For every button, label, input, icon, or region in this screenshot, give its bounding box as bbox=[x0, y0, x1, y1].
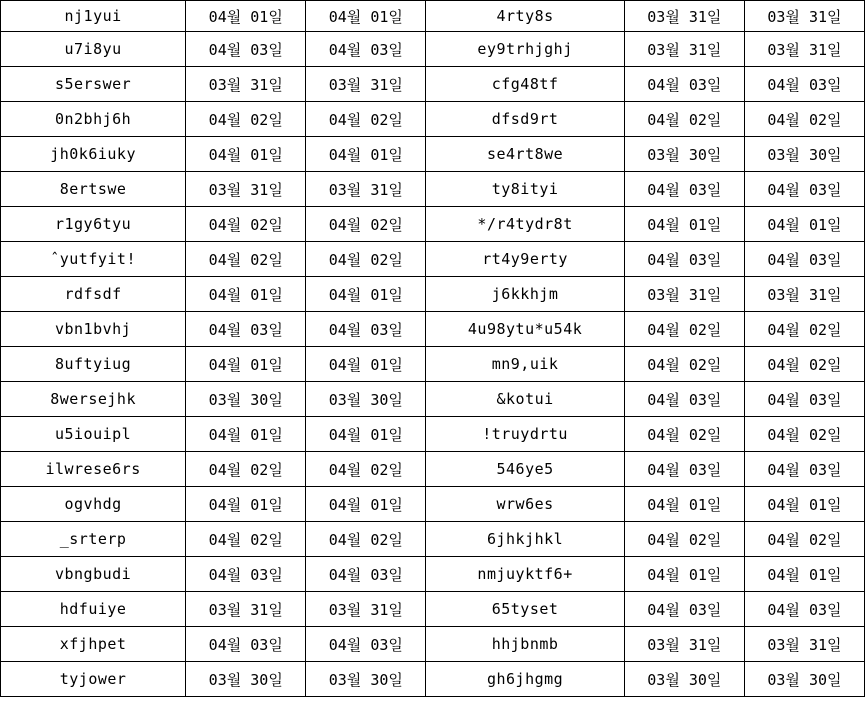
table-cell: 04월 01일 bbox=[306, 277, 426, 312]
table-cell: 03월 31일 bbox=[306, 172, 426, 207]
table-cell: wrw6es bbox=[426, 487, 624, 522]
table-cell: 4rty8s bbox=[426, 1, 624, 32]
table-cell: 04월 03일 bbox=[624, 67, 744, 102]
table-cell: 04월 01일 bbox=[186, 277, 306, 312]
table-cell: 03월 30일 bbox=[186, 662, 306, 697]
table-cell: ˆyutfyit! bbox=[1, 242, 186, 277]
table-cell: 04월 03일 bbox=[306, 627, 426, 662]
table-cell: 04월 02일 bbox=[306, 207, 426, 242]
table-cell: 03월 30일 bbox=[744, 137, 864, 172]
table-cell: 03월 31일 bbox=[186, 172, 306, 207]
table-cell: 8ertswe bbox=[1, 172, 186, 207]
table-cell: 04월 01일 bbox=[624, 487, 744, 522]
table-row bbox=[1, 627, 865, 662]
table-cell: 04월 02일 bbox=[186, 102, 306, 137]
table-cell: 04월 02일 bbox=[306, 242, 426, 277]
table-cell: tyjower bbox=[1, 662, 186, 697]
table-cell: 4u98ytu*u54k bbox=[426, 312, 624, 347]
table-row bbox=[1, 277, 865, 312]
table-cell: 65tyset bbox=[426, 592, 624, 627]
table-cell: 04월 01일 bbox=[306, 137, 426, 172]
table-row bbox=[1, 137, 865, 172]
table-cell: 04월 03일 bbox=[306, 32, 426, 67]
table-cell: &kotui bbox=[426, 382, 624, 417]
table-cell: 0n2bhj6h bbox=[1, 102, 186, 137]
table-cell: 04월 01일 bbox=[744, 557, 864, 592]
table-cell: 04월 02일 bbox=[744, 347, 864, 382]
table-cell: se4rt8we bbox=[426, 137, 624, 172]
table-cell: 04월 03일 bbox=[624, 242, 744, 277]
table-cell: gh6jhgmg bbox=[426, 662, 624, 697]
table-cell: 03월 31일 bbox=[186, 67, 306, 102]
table-cell: !truydrtu bbox=[426, 417, 624, 452]
table-cell: rdfsdf bbox=[1, 277, 186, 312]
table-cell: 04월 02일 bbox=[186, 207, 306, 242]
table-cell: jh0k6iuky bbox=[1, 137, 186, 172]
table-cell: 04월 02일 bbox=[624, 347, 744, 382]
table-cell: vbngbudi bbox=[1, 557, 186, 592]
table-cell: hdfuiye bbox=[1, 592, 186, 627]
table-cell: 04월 02일 bbox=[306, 452, 426, 487]
table-cell: cfg48tf bbox=[426, 67, 624, 102]
table-row bbox=[1, 382, 865, 417]
table-cell: 04월 03일 bbox=[624, 382, 744, 417]
table-cell: 04월 03일 bbox=[744, 172, 864, 207]
table-cell: 03월 31일 bbox=[624, 32, 744, 67]
table-cell: 03월 30일 bbox=[744, 662, 864, 697]
table-cell: 04월 03일 bbox=[306, 557, 426, 592]
table-cell: 04월 03일 bbox=[744, 242, 864, 277]
table-row bbox=[1, 172, 865, 207]
table-cell: 04월 01일 bbox=[306, 347, 426, 382]
table-cell: 03월 31일 bbox=[744, 627, 864, 662]
table-cell: 04월 01일 bbox=[624, 557, 744, 592]
table-cell: 04월 03일 bbox=[186, 312, 306, 347]
table-cell: 04월 01일 bbox=[306, 1, 426, 32]
table-cell: 8uftyiug bbox=[1, 347, 186, 382]
table-cell: 03월 31일 bbox=[744, 277, 864, 312]
table-row bbox=[1, 557, 865, 592]
table-cell: 03월 31일 bbox=[186, 592, 306, 627]
table-cell: 04월 03일 bbox=[744, 67, 864, 102]
table-cell: 04월 02일 bbox=[186, 522, 306, 557]
table-cell: 04월 03일 bbox=[624, 172, 744, 207]
table-row bbox=[1, 312, 865, 347]
table-row bbox=[1, 452, 865, 487]
table-row bbox=[1, 592, 865, 627]
table-cell: nj1yui bbox=[1, 1, 186, 32]
table-cell: 8wersejhk bbox=[1, 382, 186, 417]
table-cell: 04월 03일 bbox=[744, 592, 864, 627]
table-row bbox=[1, 487, 865, 522]
table-cell: 04월 03일 bbox=[744, 452, 864, 487]
table-cell: 546ye5 bbox=[426, 452, 624, 487]
table-cell: 04월 02일 bbox=[624, 102, 744, 137]
table-cell: 04월 03일 bbox=[624, 452, 744, 487]
table-row bbox=[1, 242, 865, 277]
table-cell: 03월 31일 bbox=[744, 32, 864, 67]
table-cell: ey9trhjghj bbox=[426, 32, 624, 67]
table-cell: r1gy6tyu bbox=[1, 207, 186, 242]
table-cell: 04월 02일 bbox=[624, 417, 744, 452]
table-cell: 04월 02일 bbox=[624, 312, 744, 347]
table-cell: 04월 01일 bbox=[186, 347, 306, 382]
table-cell: 04월 02일 bbox=[624, 522, 744, 557]
table-row bbox=[1, 1, 865, 32]
table-cell: 03월 31일 bbox=[624, 627, 744, 662]
table-cell: 03월 31일 bbox=[624, 1, 744, 32]
table-cell: hhjbnmb bbox=[426, 627, 624, 662]
table-cell: 04월 01일 bbox=[624, 207, 744, 242]
table-cell: u5iouipl bbox=[1, 417, 186, 452]
table-body bbox=[1, 1, 865, 697]
table-cell: ty8ityi bbox=[426, 172, 624, 207]
table-cell: _srterp bbox=[1, 522, 186, 557]
table-cell: 03월 30일 bbox=[624, 137, 744, 172]
table-cell: 04월 02일 bbox=[186, 242, 306, 277]
table-cell: dfsd9rt bbox=[426, 102, 624, 137]
table-row bbox=[1, 347, 865, 382]
table-cell: 04월 03일 bbox=[186, 32, 306, 67]
table-cell: 03월 30일 bbox=[624, 662, 744, 697]
table-cell: 03월 31일 bbox=[744, 1, 864, 32]
table-cell: mn9,uik bbox=[426, 347, 624, 382]
table-row bbox=[1, 522, 865, 557]
table-cell: 04월 01일 bbox=[186, 487, 306, 522]
table-row bbox=[1, 417, 865, 452]
table-cell: 03월 31일 bbox=[306, 592, 426, 627]
table-cell: */r4tydr8t bbox=[426, 207, 624, 242]
table-cell: 04월 02일 bbox=[744, 312, 864, 347]
table-cell: ilwrese6rs bbox=[1, 452, 186, 487]
table-cell: 6jhkjhkl bbox=[426, 522, 624, 557]
table-cell: 04월 01일 bbox=[744, 207, 864, 242]
table-cell: 03월 31일 bbox=[306, 67, 426, 102]
table-cell: 04월 01일 bbox=[186, 1, 306, 32]
table-cell: 04월 03일 bbox=[186, 627, 306, 662]
table-cell: rt4y9erty bbox=[426, 242, 624, 277]
table-row bbox=[1, 32, 865, 67]
table-cell: ogvhdg bbox=[1, 487, 186, 522]
table-cell: 04월 03일 bbox=[744, 382, 864, 417]
table-cell: 04월 01일 bbox=[306, 487, 426, 522]
table-cell: 03월 31일 bbox=[624, 277, 744, 312]
table-cell: u7i8yu bbox=[1, 32, 186, 67]
table-cell: 03월 30일 bbox=[306, 662, 426, 697]
table-cell: 04월 02일 bbox=[744, 522, 864, 557]
table-cell: 04월 02일 bbox=[306, 522, 426, 557]
table-cell: xfjhpet bbox=[1, 627, 186, 662]
table-cell: 04월 01일 bbox=[306, 417, 426, 452]
table-row bbox=[1, 102, 865, 137]
table-cell: 04월 03일 bbox=[306, 312, 426, 347]
table-cell: 04월 02일 bbox=[306, 102, 426, 137]
table-cell: 04월 01일 bbox=[186, 137, 306, 172]
table-row bbox=[1, 662, 865, 697]
table-cell: 04월 02일 bbox=[744, 102, 864, 137]
table-cell: nmjuyktf6+ bbox=[426, 557, 624, 592]
table-row bbox=[1, 207, 865, 242]
table-cell: 04월 01일 bbox=[186, 417, 306, 452]
table-cell: s5erswer bbox=[1, 67, 186, 102]
table-cell: j6kkhjm bbox=[426, 277, 624, 312]
table-cell: 04월 01일 bbox=[744, 487, 864, 522]
table-cell: 04월 03일 bbox=[624, 592, 744, 627]
table-cell: 03월 30일 bbox=[306, 382, 426, 417]
table-cell: 04월 03일 bbox=[186, 557, 306, 592]
table-cell: 03월 30일 bbox=[186, 382, 306, 417]
table-cell: 04월 02일 bbox=[186, 452, 306, 487]
table-cell: 04월 02일 bbox=[744, 417, 864, 452]
table-cell: vbn1bvhj bbox=[1, 312, 186, 347]
table-row bbox=[1, 67, 865, 102]
